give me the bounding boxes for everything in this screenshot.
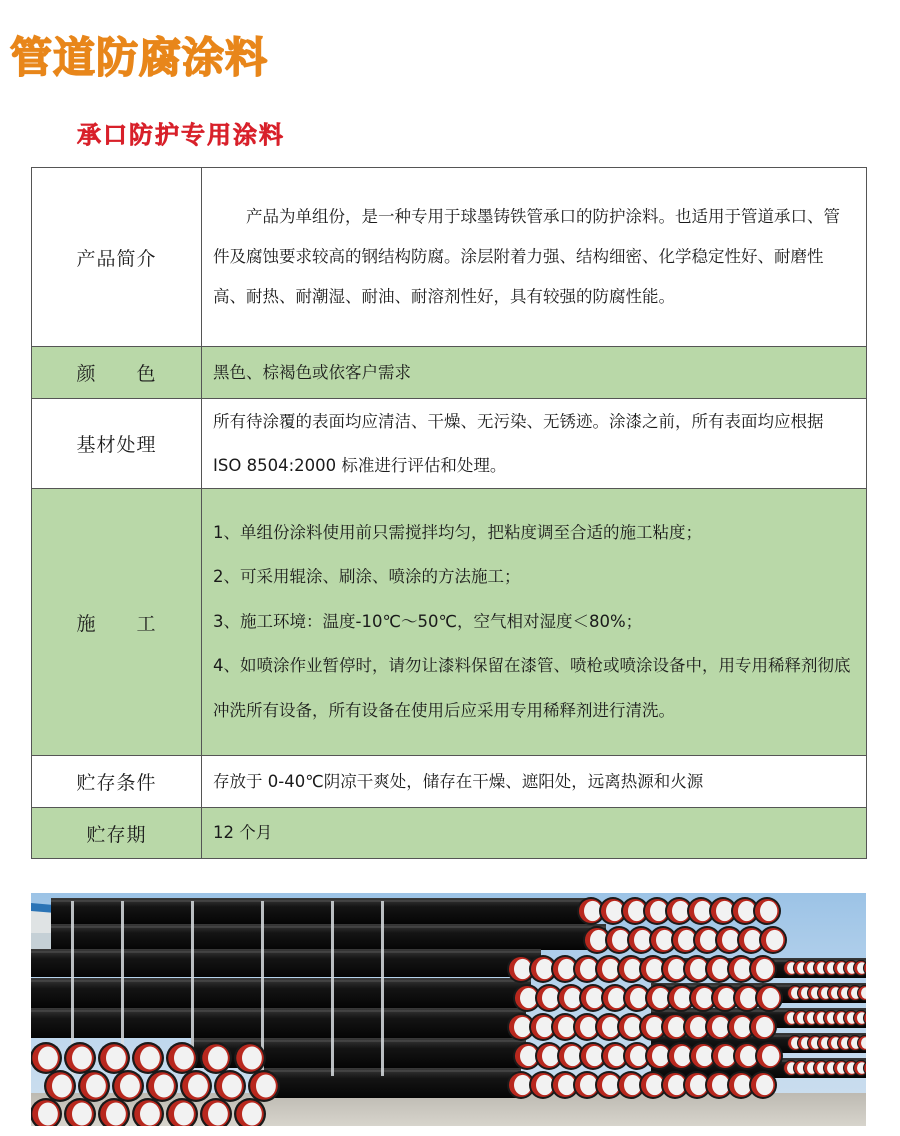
page-title: 管道防腐涂料	[10, 33, 269, 82]
color-text: 黑色、棕褐色或依客户需求	[213, 362, 411, 382]
table-row-intro	[32, 168, 867, 347]
row-label: 基材处理	[32, 399, 202, 489]
row-label: 颜 色	[32, 347, 202, 399]
pipes-stack-illustration	[31, 893, 866, 1126]
row-value	[202, 808, 867, 859]
spec-table	[31, 167, 867, 859]
step-item: 1、单组份涂料使用前只需搅拌均匀，把粘度调至合适的施工粘度；	[213, 522, 702, 542]
row-value	[202, 399, 867, 489]
row-value	[202, 168, 867, 347]
step-item: 2、可采用辊涂、刷涂、喷涂的方法施工；	[213, 567, 521, 587]
row-value	[202, 756, 867, 808]
pipes-photo	[31, 893, 866, 1126]
table-row-shelf-life	[32, 808, 867, 859]
table-row-color	[32, 347, 867, 399]
row-label: 贮存条件	[32, 756, 202, 808]
table-row-storage-conditions	[32, 756, 867, 808]
row-label: 贮存期	[32, 808, 202, 859]
step-item: 3、施工环境：温度-10℃～50℃，空气相对湿度＜80%；	[213, 611, 643, 631]
table-row-substrate	[32, 399, 867, 489]
row-value	[202, 489, 867, 756]
section-title: 承口防护专用涂料	[77, 121, 285, 149]
step-item: 4、如喷涂作业暂停时，请勿让漆料保留在漆管、喷枪或喷涂设备中，用专用稀释剂彻底冲洗所有设备，所有设备在使用后应采用专用稀释剂进行清洗。	[213, 656, 851, 720]
row-value	[202, 347, 867, 399]
shelf-life-text: 12 个月	[213, 823, 273, 842]
table-row-application	[32, 489, 867, 756]
product-intro-text: 产品为单组份，是一种专用于球墨铸铁管承口的防护涂料。也适用于管道承口、管件及腐蚀要求较高的钢结构防腐。涂层附着力强、结构细密、化学稳定性好、耐磨性高、耐热、耐潮湿、耐油、耐溶剂性好，具有较强的防腐性能。	[213, 207, 840, 306]
row-label: 产品简介	[32, 168, 202, 347]
row-label: 施 工	[32, 489, 202, 756]
substrate-text: 所有待涂覆的表面均应清洁、干燥、无污染、无锈迹。涂漆之前，所有表面均应根据 ISO 8504:2000 标准进行评估和处理。	[213, 411, 824, 475]
storage-conditions-text: 存放于 0-40℃阴凉干爽处，储存在干燥、遮阳处，远离热源和火源	[213, 771, 704, 791]
